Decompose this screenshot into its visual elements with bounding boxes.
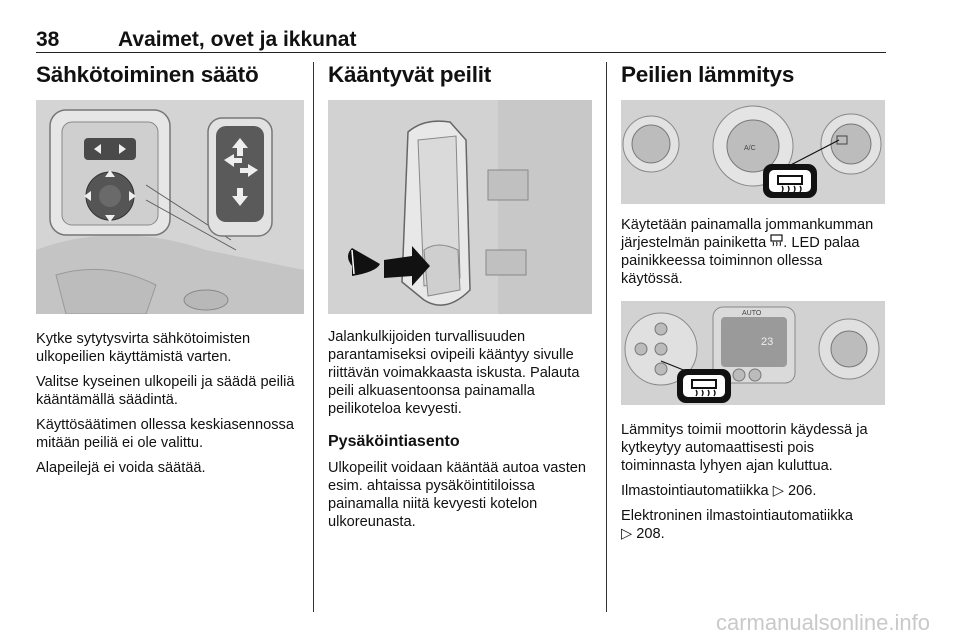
page-header <box>36 28 886 53</box>
paragraph: Alapeilejä ei voida säätää. <box>36 460 206 476</box>
column-electric-adjustment <box>36 62 304 484</box>
page-number: 38 <box>36 28 60 51</box>
rear-heating-icon <box>770 234 783 252</box>
watermark: carmanualsonline.info <box>715 610 930 635</box>
paragraph: Kytke sytytysvirta sähkötoimisten ulkopeilien käyttämistä varten. <box>36 331 251 365</box>
paragraph: Jalankulkijoiden turvallisuuden parantamiseksi ovipeili kääntyy sivulle riittävän voimakkaasta iskusta. Palauta peili alkuasentoonsa painamalla peilikoteloa kevyesti. <box>328 329 580 417</box>
folding-mirror-illustration <box>328 100 592 314</box>
mirror-switch-illustration <box>36 100 304 314</box>
column-divider <box>313 62 314 612</box>
paragraph <box>621 507 887 543</box>
text-fragment: Käytetään painamalla jommankumman järjestelmän painiketta <box>621 217 874 251</box>
paragraph: Käyttösäätimen ollessa keskiasennossa mitään peiliä ei ole valittu. <box>36 417 294 451</box>
subheading: Pysäköintiasento <box>328 433 460 450</box>
chapter-title: Avaimet, ovet ja ikkunat <box>118 28 357 51</box>
column-folding-mirrors <box>328 62 592 538</box>
page-reference-icon: ▷ <box>621 526 633 542</box>
text-fragment: Elektroninen ilmastointiautomatiikka <box>621 508 853 524</box>
section-title: Kääntyvät peilit <box>328 62 492 87</box>
page-ref-link[interactable]: ▷ 206. <box>772 483 817 499</box>
column-mirror-heating <box>621 62 887 550</box>
paragraph <box>621 216 887 288</box>
text-fragment: . LED palaa painikkeessa toiminnon ollessa käytössä. <box>621 235 860 287</box>
display-auto-label: AUTO <box>742 310 762 317</box>
paragraph: Valitse kyseinen ulkopeili ja säädä peiliä kääntämällä säädintä. <box>36 374 295 408</box>
text-fragment: Ilmastointiautomatiikka <box>621 483 769 499</box>
section-title: Sähkötoiminen säätö <box>36 62 259 87</box>
column-divider <box>606 62 607 612</box>
display-temperature: 23 <box>761 336 774 348</box>
page-ref-link[interactable]: ▷ 208. <box>621 526 665 542</box>
climate-control-illustration <box>621 301 885 405</box>
section-title: Peilien lämmitys <box>621 62 795 87</box>
paragraph <box>621 482 887 500</box>
paragraph: Lämmitys toimii moottorin käydessä ja kytkeytyy automaattisesti pois toiminnasta lyhyen ajan kuluttua. <box>621 422 868 474</box>
paragraph: Ulkopeilit voidaan kääntää autoa vasten esim. ahtaissa pysäköintitiloissa painamalla niitä kevyesti kotelon ulkoreunasta. <box>328 460 586 530</box>
heating-controls-illustration <box>621 100 885 204</box>
ac-label: A/C <box>744 145 756 152</box>
page-reference-icon: ▷ <box>772 483 784 499</box>
